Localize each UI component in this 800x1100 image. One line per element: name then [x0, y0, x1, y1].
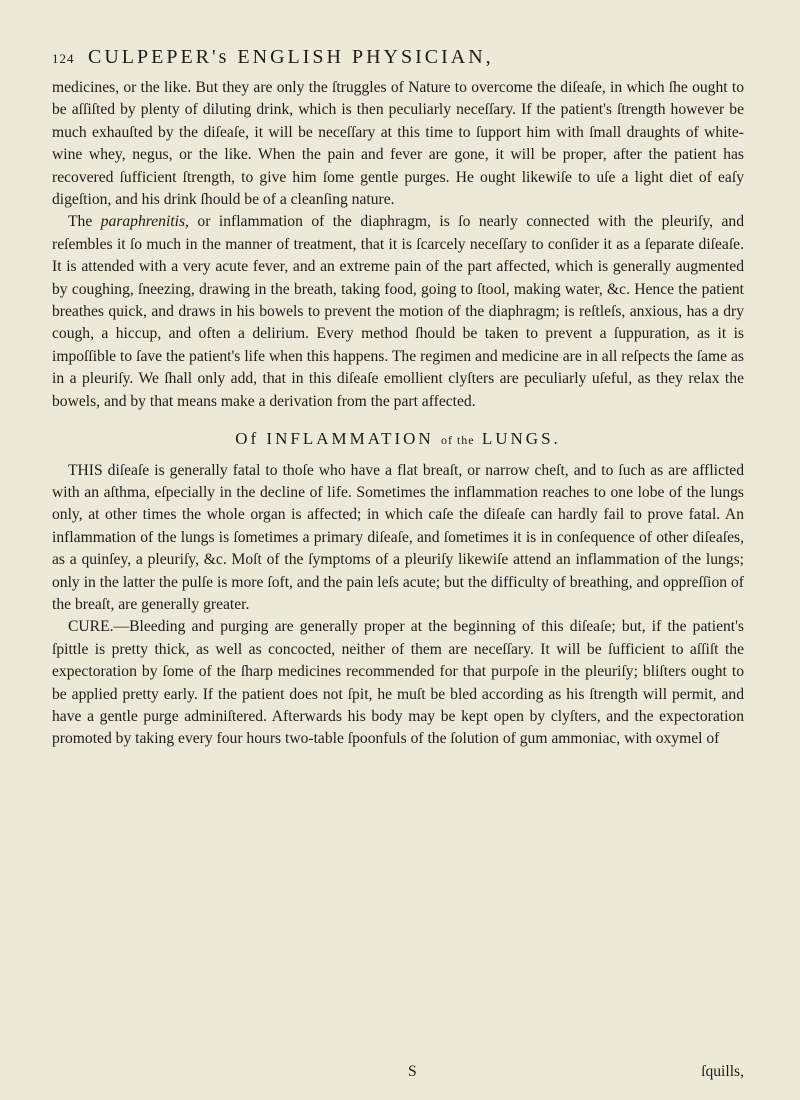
page-body	[52, 77, 744, 751]
page-header	[52, 46, 752, 69]
paragraph-start: The	[68, 213, 101, 231]
paragraph-lungs-description: THIS diſeaſe is generally fatal to thoſe who have a flat breaſt, or narrow cheſt, and to ſuch as are afflicted with an aſthma, eſpecially in the decline of life. Sometimes the inflammation reaches to one lobe of the lungs only, at other times the whole organ is affected; in which caſe the diſeaſe can hardly fail to prove fatal. An inflammation of the lungs is ſometimes a primary diſeaſe, and ſometimes it is in conſequence of other diſeaſes, as a quinſey, a pleuriſy, &c. Moſt of the ſymptoms of a pleuriſy likewiſe attend an inflammation of the lungs; only in the latter the pulſe is more ſoft, and the pain leſs acute; but the difficulty of breathing, and oppreſſion of the breaſt, are generally greater.	[52, 461, 744, 613]
term-paraphrenitis: paraphrenitis,	[100, 213, 189, 231]
paragraph-cure: CURE.—Bleeding and purging are generally proper at the beginning of this diſeaſe; but, if the patient's ſpittle is pretty thick, as well as concocted, neither of them are neceſſary. It will be ſufficient to aſſiſt the expectoration by ſome of the ſharp medicines recommended for that purpoſe in the pleuriſy; bliſters ought to be applied pretty early. If the patient does not ſpit, he muſt be bled according as his ſtrength will permit, and have a gentle purge adminiſtered. Afterwards his body may be kept open by clyſters, and the expectoration promoted by taking every four hours two-table ſpoonfuls of the ſolution of gum ammoniac, with oxymel of	[52, 618, 744, 748]
running-title: CULPEPER's ENGLISH PHYSICIAN,	[88, 46, 494, 68]
section-heading	[52, 428, 744, 451]
heading-of-the: of the	[440, 433, 475, 448]
paragraph-paraphrenitis	[52, 211, 744, 413]
paragraph-rest: or inflammation of the diaphragm, is ſo nearly connected with the pleuriſy, and reſembles it ſo much in the manner of treatment, that it is ſcarcely neceſſary to conſider it as a ſeparate diſeaſe. It is attended with a very acute fever, and an extreme pain of the part affected, which is generally augmented by coughing, ſneezing, drawing in the breath, taking food, going to ſtool, making water, &c. Hence the patient breathes quick, and draws in his bowels to prevent the motion of the diaphragm; is reſtleſs, anxious, has a dry cough, a hiccup, and often a delirium. Every method ſhould be taken to prevent a ſuppuration, as it is impoſſible to ſave the patient's life when this happens. The regimen and medicine are in all reſpects the ſame as in a pleuriſy. We ſhall only add, that in this diſeaſe emollient clyſters are peculiarly uſeful, as they relax the bowels, and by that means make a derivation from the part affected.	[52, 213, 744, 410]
paragraph-pleurisy-continued: medicines, or the like. But they are only the ſtruggles of Nature to overcome the diſeaſe, in which ſhe ought to be aſſiſted by plenty of diluting drink, which is then peculiarly neceſſary. If the patient's ſtrength however be much exhauſted by the diſeaſe, it will be neceſſary at this time to ſupport him with ſmall draughts of white-wine whey, negus, or the like. When the pain and fever are gone, it will be proper, after the patient has recovered ſufficient ſtrength, to give him ſome gentle purges. He ought likewiſe to uſe a light diet of eaſy digeſtion, and his drink ſhould be of a cleanſing nature.	[52, 79, 744, 209]
catchword: ſquills,	[701, 1063, 744, 1080]
heading-inflammation: INFLAMMATION	[266, 429, 434, 449]
heading-of: Of	[235, 429, 260, 449]
heading-lungs: LUNGS.	[481, 429, 561, 449]
page-number: 124	[52, 51, 75, 66]
signature-mark: S	[408, 1063, 417, 1080]
